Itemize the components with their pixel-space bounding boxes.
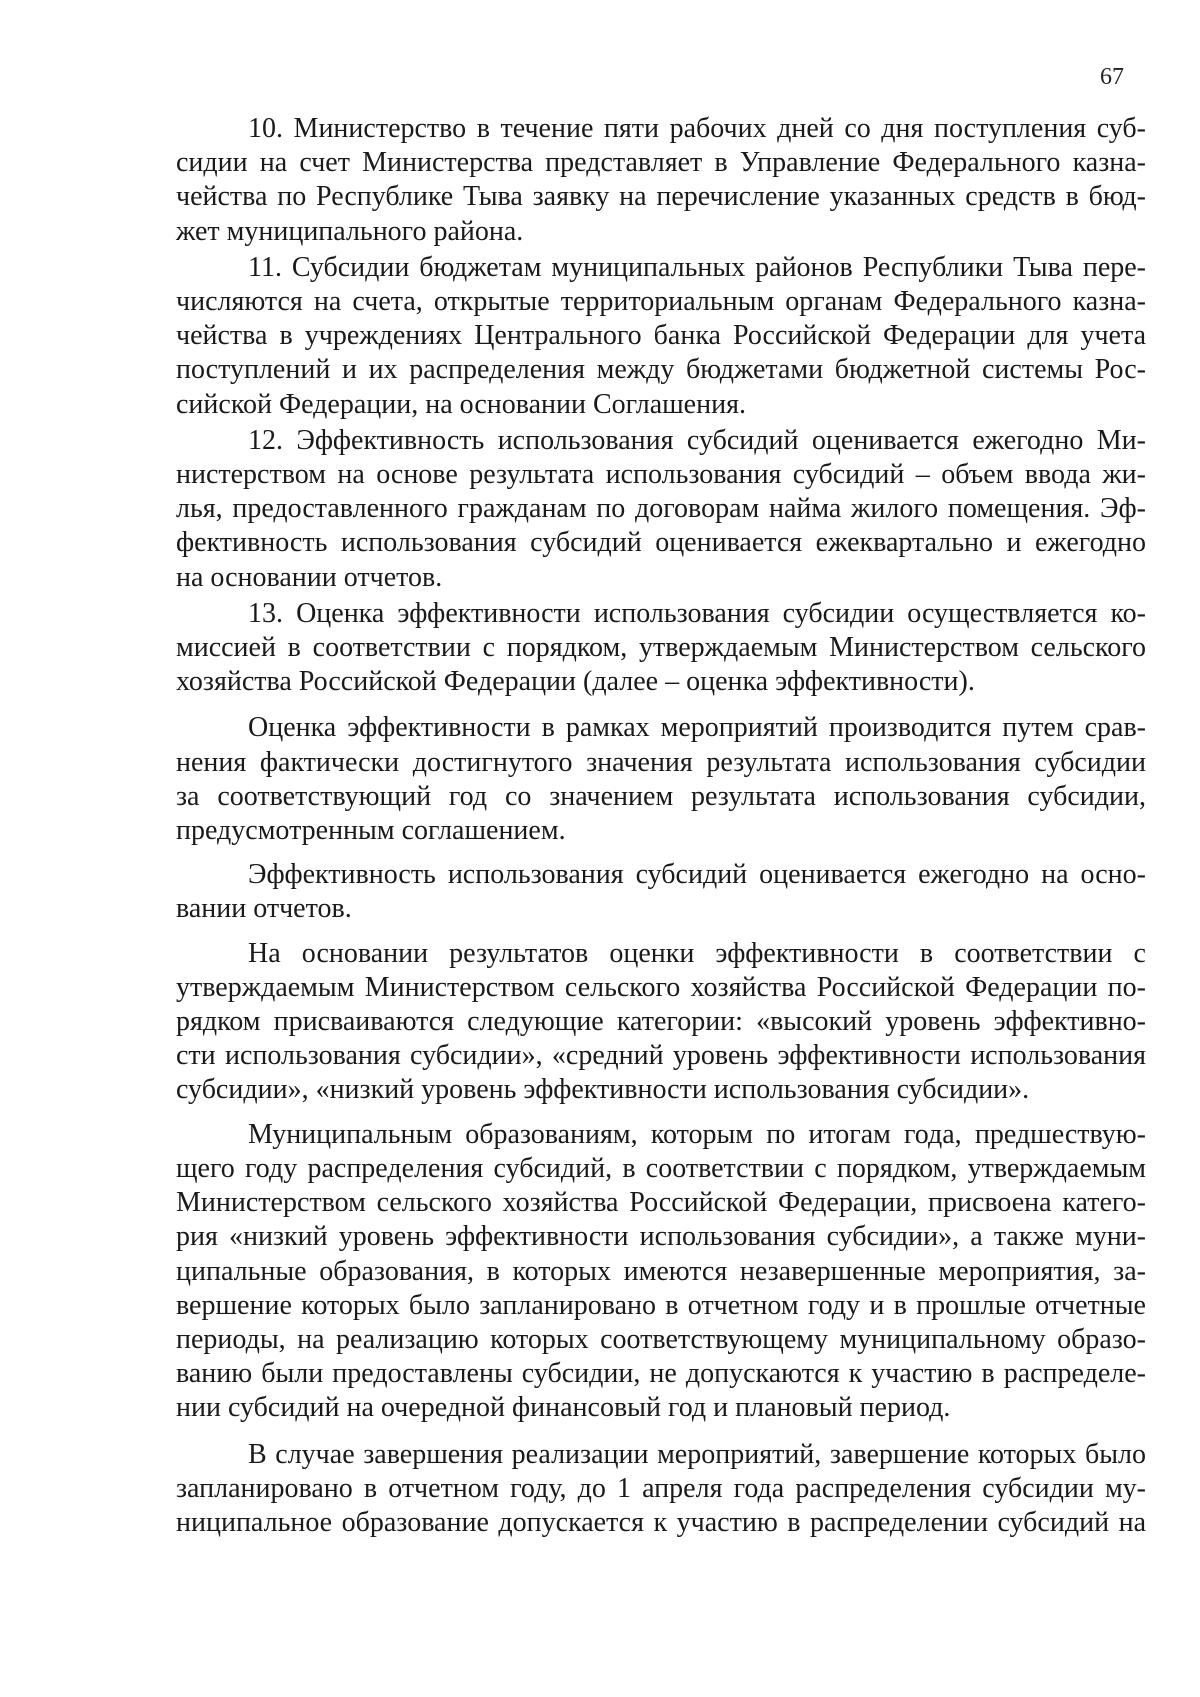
paragraph <box>176 112 1146 249</box>
text-line: фективность использования субсидий оценивается ежеквартально и ежегодно <box>176 527 1146 559</box>
paragraph <box>176 424 1146 595</box>
text-line: 12. Эффективность использования субсидий оценивается ежегодно Ми- <box>248 424 1146 456</box>
text-line: субсидии», «низкий уровень эффективности использования субсидии». <box>176 1074 1030 1106</box>
text-line: ванию были предоставлены субсидии, не допускаются к участию в распределе- <box>176 1358 1146 1390</box>
text-line: 13. Оценка эффективности использования субсидии осуществляется ко- <box>248 597 1146 629</box>
text-line: чейства в учреждениях Центрального банка Российской Федерации для учета <box>176 320 1146 352</box>
paragraph <box>176 711 1146 848</box>
paragraph <box>176 597 1146 700</box>
text-line: сти использования субсидии», «средний уровень эффективности использования <box>176 1040 1146 1072</box>
paragraph <box>176 858 1146 926</box>
text-line: рядком присваиваются следующие категории: «высокий уровень эффективно- <box>176 1006 1146 1038</box>
text-line: жет муниципального района. <box>176 215 524 247</box>
text-line: за соответствующий год со значением результата использования субсидии, <box>176 780 1146 812</box>
text-line: миссией в соответствии с порядком, утверждаемым Министерством сельского <box>176 632 1146 664</box>
text-line: числяются на счета, открытые территориальным органам Федерального казна- <box>176 286 1146 318</box>
text-line: лья, предоставленного гражданам по договорам найма жилого помещения. Эф- <box>176 493 1146 525</box>
text-line: на основании отчетов. <box>176 561 443 593</box>
text-line: Министерством сельского хозяйства Российской Федерации, присвоена катего- <box>176 1187 1146 1219</box>
page-number: 67 <box>1100 64 1124 90</box>
text-line: вании отчетов. <box>176 893 352 925</box>
text-line: ниципальное образование допускается к участию в распределении субсидий на <box>176 1506 1146 1538</box>
text-line: Эффективность использования субсидий оценивается ежегодно на осно- <box>248 859 1146 891</box>
text-line: периоды, на реализацию которых соответствующему муниципальному образо- <box>176 1323 1146 1355</box>
text-line: утверждаемым Министерством сельского хозяйства Российской Федерации по- <box>176 971 1146 1003</box>
text-line: нии субсидий на очередной финансовый год и плановый период. <box>176 1392 951 1424</box>
paragraph <box>176 937 1146 1108</box>
text-line: сийской Федерации, на основании Соглашения. <box>176 388 746 420</box>
text-line: запланировано в отчетном году, до 1 апреля года распределения субсидии му- <box>176 1472 1146 1504</box>
paragraph <box>176 1438 1146 1541</box>
paragraph <box>176 1118 1146 1426</box>
text-line: щего году распределения субсидий, в соответствии с порядком, утверждаемым <box>176 1152 1146 1184</box>
text-line: чейства по Республике Тыва заявку на перечисление указанных средств в бюд- <box>176 181 1146 213</box>
text-line: Оценка эффективности в рамках мероприятий производится путем срав- <box>248 712 1146 744</box>
text-line: На основании результатов оценки эффективности в соответствии с <box>248 937 1146 969</box>
text-line: 11. Субсидии бюджетам муниципальных районов Республики Тыва пере- <box>248 251 1146 283</box>
text-line: сидии на счет Министерства представляет в Управление Федерального казна- <box>176 147 1146 179</box>
text-line: 10. Министерство в течение пяти рабочих дней со дня поступления суб- <box>248 113 1146 144</box>
document-body <box>176 112 1146 1540</box>
paragraph <box>176 251 1146 422</box>
text-line: предусмотренным соглашением. <box>176 815 566 847</box>
text-line: поступлений и их распределения между бюджетами бюджетной системы Рос- <box>176 354 1146 386</box>
text-line: вершение которых было запланировано в отчетном году и в прошлые отчетные <box>176 1289 1146 1321</box>
text-line: рия «низкий уровень эффективности использования субсидии», а также муни- <box>176 1221 1146 1253</box>
text-line: В случае завершения реализации мероприятий, завершение которых было <box>248 1438 1146 1470</box>
text-line: ципальные образования, в которых имеются незавершенные мероприятия, за- <box>176 1255 1146 1287</box>
text-line: хозяйства Российской Федерации (далее – оценка эффективности). <box>176 666 975 698</box>
text-line: Муниципальным образованиям, которым по итогам года, предшествую- <box>248 1118 1146 1150</box>
text-line: нения фактически достигнутого значения результата использования субсидии <box>176 746 1146 778</box>
text-line: нистерством на основе результата использования субсидий – объем ввода жи- <box>176 459 1146 491</box>
